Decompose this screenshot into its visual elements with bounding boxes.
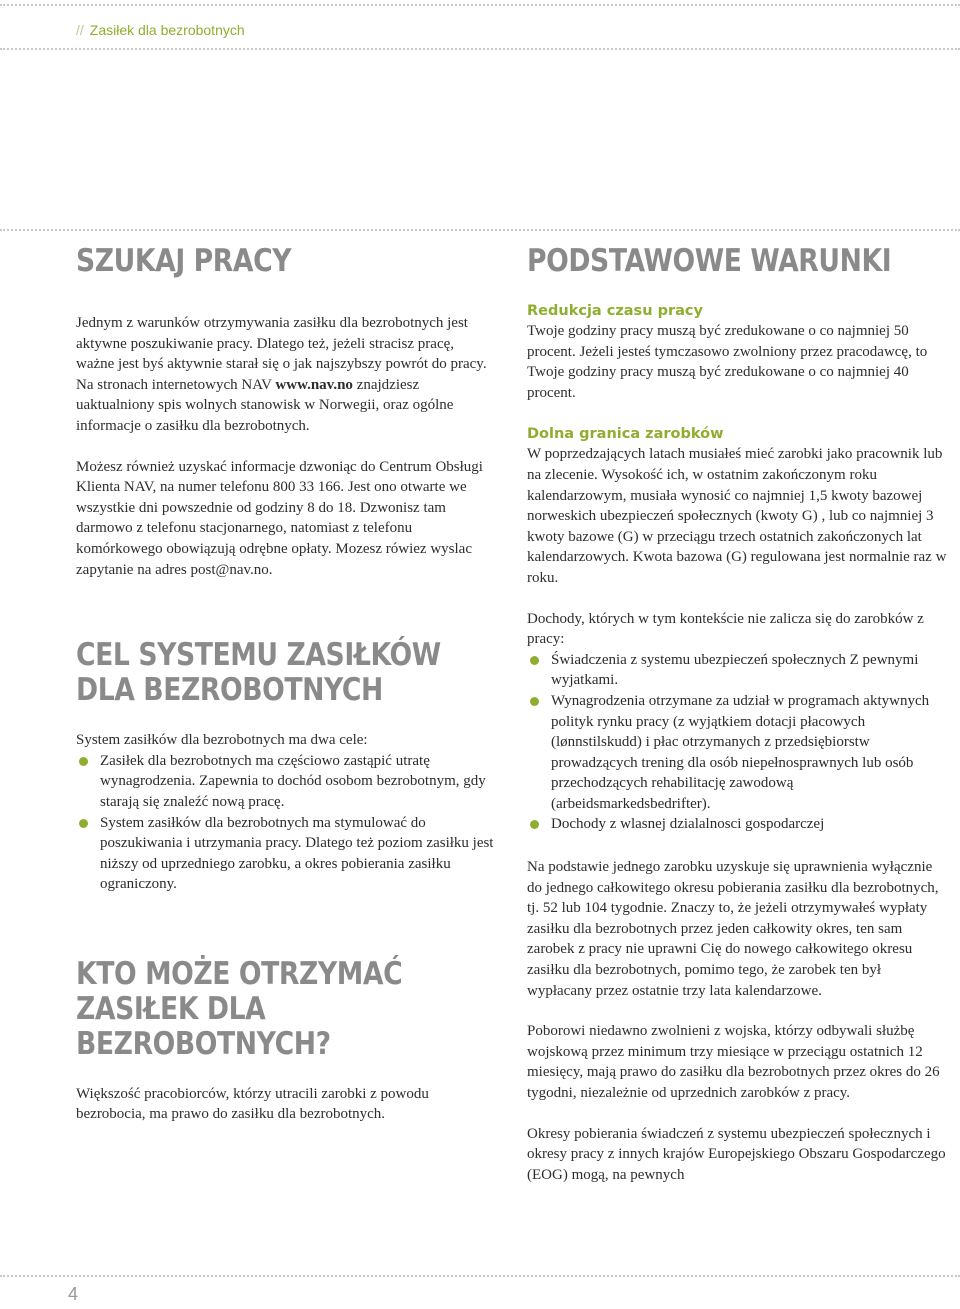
footer-dotted-rule	[0, 1275, 960, 1277]
okresy-paragraph: Okresy pobierania świadczeń z systemu ubezpieczeń społecznych i okresy pracy z innych krajów Europejskiego Obszaru Gospodarczego (EOG) mogą, na pewnych	[527, 1125, 946, 1183]
list-item	[527, 814, 947, 835]
list-item-text: Dochody z wlasnej dzialalnosci gospodarczej	[551, 816, 825, 833]
bullet-dot-icon	[530, 820, 539, 829]
header-title: Zasiłek dla bezrobotnych	[89, 22, 245, 38]
dochody-intro: Dochody, których w tym kontekście nie zalicza się do zarobków z pracy:	[527, 610, 924, 648]
list-item	[527, 691, 947, 815]
kto-moze-paragraph: Większość pracobiorców, którzy utracili zarobki z powodu bezrobocia, ma prawo do zasiłku dla bezrobotnych.	[76, 1085, 429, 1123]
cel-systemu-list	[76, 751, 496, 895]
list-item-text: Zasiłek dla bezrobotnych ma częściowo zastąpić utratę wynagrodzenia. Zapewnia to dochód osobom bezrobotnym, gdy starają się znaleźć nową pracę.	[100, 752, 486, 810]
list-item-text: System zasiłków dla bezrobotnych ma stymulować do poszukiwania i utrzymania pracy. Dlatego też poziom zasiłku jest niższy od uprzedniego zarobku, a okres pobierania zasiłku ograniczony.	[100, 814, 494, 893]
cel-systemu-intro: System zasiłków dla bezrobotnych ma dwa cele:	[76, 732, 368, 749]
list-item	[76, 751, 496, 813]
paragraph-text: znajdziesz uaktualniony spis wolnych stanowisk w Norwegii, oraz ogólne informacje o zasiłku dla bezrobotnych.	[76, 376, 454, 434]
top-dotted-rule	[0, 4, 960, 6]
uprawnienia-paragraph: Na podstawie jednego zarobku uzyskuje się uprawnienia wyłącznie do jednego całkowitego okresu pobierania zasiłku dla bezrobotnych, tj. 52 lub 104 tygodnie. Znaczy to, że jeżeli otrzymywałeś wypłaty zasiłku dla bezrobotnych przez jeden całkowity okres, ten sam zarobek z pracy nie uprawni Cię do nowego całkowitego okresu zasiłku dla bezrobotnych, pomimo tego, że zarobek ten był wypłacany przez ostatnie trzy lata kalendarzowe.	[527, 859, 939, 999]
bullet-dot-icon	[530, 656, 539, 665]
list-item	[527, 650, 947, 691]
subheading-redukcja: Redukcja czasu pracy	[527, 303, 703, 319]
subheading-dolna-granica: Dolna granica zarobków	[527, 426, 724, 443]
header-separator: //	[76, 22, 84, 38]
right-column	[527, 244, 947, 1185]
poborowi-paragraph: Poborowi niedawno zwolnieni z wojska, którzy odbywali służbę wojskową przez minimum trzy miesiące w przeciągu ostatnich 12 miesięcy, mają prawo do zasiłku dla bezrobotnych przez okres do 26 tygodni, niezależnie od uprzednich zarobków z pracy.	[527, 1023, 940, 1101]
szukaj-pracy-paragraph-1	[76, 313, 496, 437]
page-number: 4	[68, 1284, 79, 1304]
dochody-list	[527, 650, 947, 835]
running-header	[76, 22, 245, 38]
section-title-kto-moze: KTO MOŻE OTRZYMAĆ ZASIŁEK DLA BEZROBOTNYCH?	[76, 955, 403, 1062]
section-title-cel-systemu: CEL SYSTEMU ZASIŁKÓW DLA BEZROBOTNYCH	[76, 637, 441, 709]
section-dotted-rule	[0, 229, 960, 231]
szukaj-pracy-paragraph-2: Możesz również uzyskać informacje dzwoniąc do Centrum Obsługi Klienta NAV, na numer telefonu 800 33 166. Jest ono otwarte we wszystkie dni powszednie od godziny 8 do 18. Dzwonisz tam darmowo z telefonu stacjonarnego, natomiast z telefonu komórkowego obowiązują odrębne opłaty. Mozesz rówiez wyslac zapytanie na adres post@nav.no.	[76, 458, 483, 578]
header-dotted-rule	[0, 48, 960, 50]
paragraph-text: Jednym z warunków otrzymywania zasiłku dla bezrobotnych jest aktywne poszukiwanie pracy. Dlatego też, jeżeli stracisz pracę, ważne jest byś aktywnie starał się o jak najszybszy powrót do pracy. Na stronach internetowych NAV	[76, 315, 487, 393]
nav-link[interactable]: www.nav.no	[275, 376, 353, 393]
list-item	[76, 813, 496, 895]
bullet-dot-icon	[79, 757, 88, 766]
list-item-text: Wynagrodzenia otrzymane za udział w programach aktywnych polityk rynku pracy (z wyjątkiem dotacji płacowych (lønnstilskudd) i płac otrzymanych z przedsiębiorstw prowadzących trening dla osób niepełnosprawnych lub osób przechodzących rehabilitację zawodową (arbeidsmarkedsbedrifter).	[551, 692, 930, 812]
section-title-podstawowe-warunki: PODSTAWOWE WARUNKI	[527, 243, 892, 279]
left-column	[76, 244, 496, 1125]
list-item-text: Świadczenia z systemu ubezpieczeń społecznych Z pewnymi wyjatkami.	[551, 651, 919, 689]
redukcja-paragraph: Twoje godziny pracy muszą być zredukowane o co najmniej 50 procent. Jeżeli jesteś tymczasowo zwolniony przez pracodawcę, to Twoje godziny pracy muszą być zredukowane o co najmniej 40 procent.	[527, 323, 928, 401]
dolna-granica-paragraph: W poprzedzających latach musiałeś mieć zarobki jako pracownik lub na zlecenie. Wysokość ich, w ostatnim zakończonym roku kalendarzowym, musiała wynosić co najmniej 1,5 kwoty bazowej norweskich ubezpieczeń społecznych (kwoty G) , lub co najmniej 3 kwoty bazowe (G) w przeciągu trzech ostatnich zakończonych lat kalendarzowych. Kwota bazowa (G) regulowana jest normalnie raz w roku.	[527, 446, 947, 586]
section-title-szukaj-pracy: SZUKAJ PRACY	[76, 243, 292, 279]
bullet-dot-icon	[530, 697, 539, 706]
bullet-dot-icon	[79, 819, 88, 828]
